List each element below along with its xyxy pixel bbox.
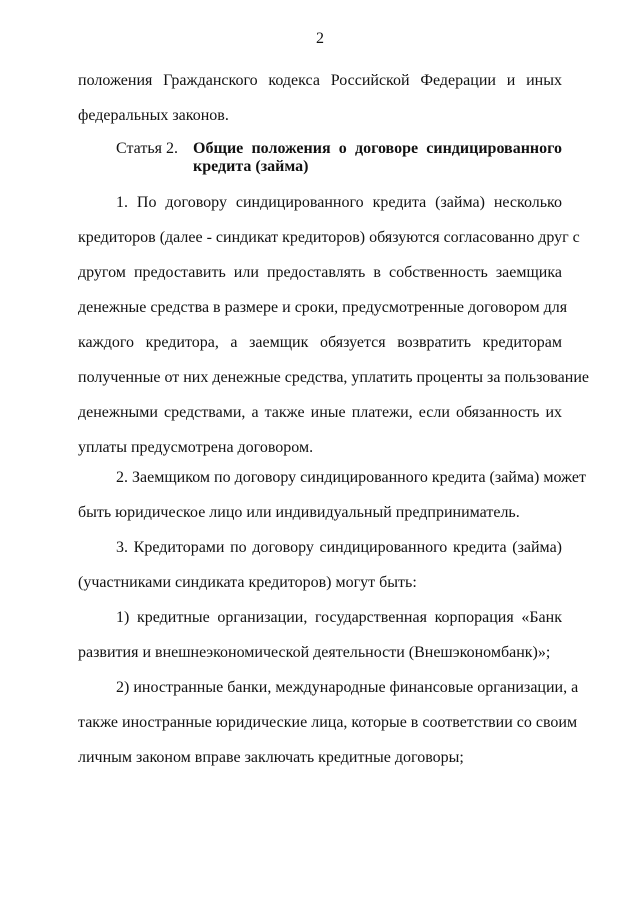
- paragraph-1-line-3: другом предоставить или предоставлять в собственность заемщика: [78, 264, 562, 281]
- paragraph-1-line-8: уплаты предусмотрена договором.: [78, 439, 314, 456]
- article-title: [193, 140, 562, 176]
- page-number: 2: [316, 30, 324, 47]
- paragraph-3-line-2: (участниками синдиката кредиторов) могут быть:: [78, 574, 417, 591]
- paragraph-2-line-1: 2. Заемщиком по договору синдицированного кредита (займа) может: [116, 469, 586, 486]
- paragraph-1-line-2: кредиторов (далее - синдикат кредиторов) обязуются согласованно друг с: [78, 229, 580, 246]
- paragraph-1-line-7: денежными средствами, а также иные платежи, если обязанность их: [78, 404, 562, 421]
- paragraph-1-line-6: полученные от них денежные средства, уплатить проценты за пользование: [78, 369, 589, 386]
- article-title-line-1: Общие положения о договоре синдицированного: [193, 140, 562, 157]
- article-label: Статья 2.: [116, 140, 178, 157]
- paragraph-2-line-2: быть юридическое лицо или индивидуальный предприниматель.: [78, 504, 520, 521]
- paragraph-1-line-1: 1. По договору синдицированного кредита (займа) несколько: [116, 194, 562, 211]
- paragraph-5-line-1: 2) иностранные банки, международные финансовые организации, а: [116, 679, 579, 696]
- article-title-line-2: кредита (займа): [193, 158, 309, 175]
- intro-line-2: федеральных законов.: [78, 107, 229, 124]
- paragraph-4-line-2: развития и внешнеэкономической деятельности (Внешэкономбанк)»;: [78, 644, 551, 661]
- paragraph-4-line-1: 1) кредитные организации, государственная корпорация «Банк: [116, 609, 562, 626]
- intro-line-1: положения Гражданского кодекса Российской Федерации и иных: [78, 72, 562, 89]
- paragraph-3-line-1: 3. Кредиторами по договору синдицированного кредита (займа): [116, 539, 562, 556]
- paragraph-1-line-5: каждого кредитора, а заемщик обязуется возвратить кредиторам: [78, 334, 562, 351]
- paragraph-5-line-2: также иностранные юридические лица, которые в соответствии со своим: [78, 714, 578, 731]
- paragraph-5-line-3: личным законом вправе заключать кредитные договоры;: [78, 749, 464, 766]
- paragraph-1-line-4: денежные средства в размере и сроки, предусмотренные договором для: [78, 299, 568, 316]
